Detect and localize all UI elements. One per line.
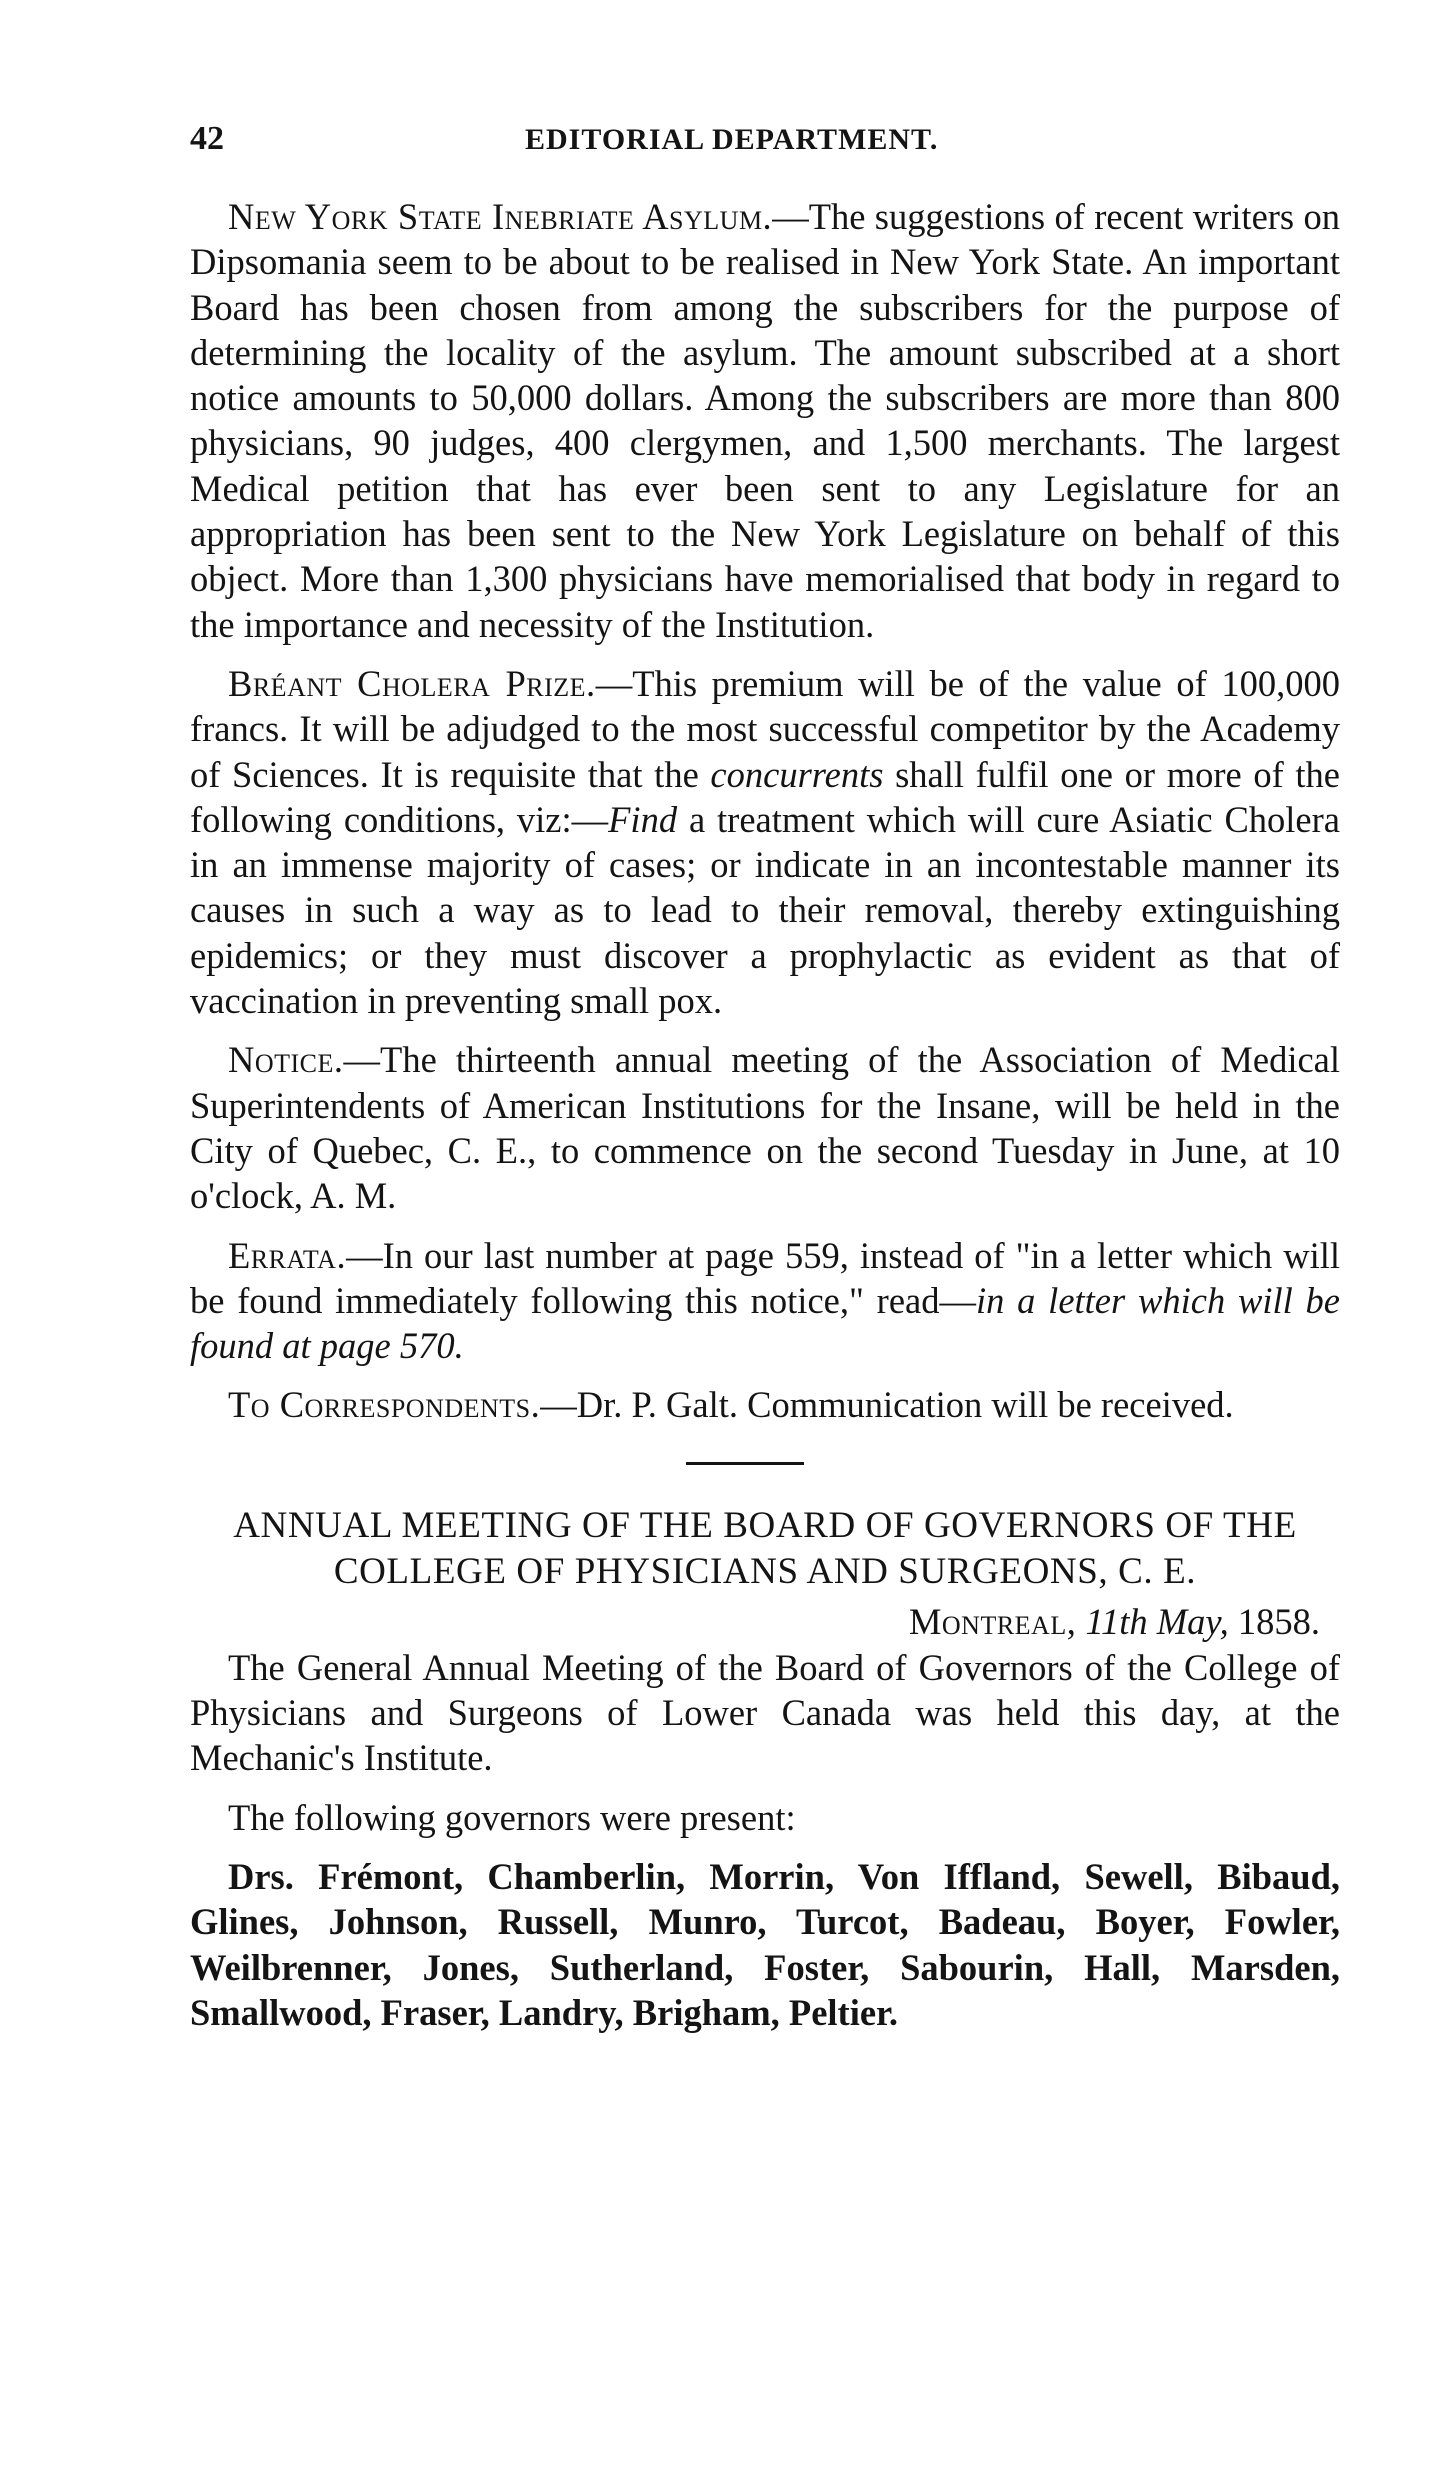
cholera-italic-2: Find [608,798,678,840]
meeting-heading [190,1503,1340,1595]
dateline-place: Montreal, [908,1600,1077,1642]
asylum-paragraph [190,194,1340,647]
errata-paragraph [190,1233,1340,1369]
meeting-dateline [190,1599,1340,1645]
governors-list: Drs. Frémont, Chamberlin, Morrin, Von Iffland, Sewell, Bibaud, Glines, Johnson, Russell, Munro, Turcot, Badeau, Boyer, Fowler, Weilbrenner, Jones, Sutherland, Foster, Sabourin, Hall, Marsden, Smallwood, Fraser, Landry, Brigham, Peltier. [190,1855,1340,2033]
present-line: The following governors were present: [228,1796,796,1838]
errata-body: —In our last number at page 559, instead of "in a letter which will be found immediately following this notice," read— [190,1234,1340,1321]
notice-paragraph [190,1037,1340,1218]
notice-body: —The thirteenth annual meeting of the Association of Medical Superintendents of American Institutions for the Insane, will be held in the City of Quebec, C. E., to commence on the second Tuesday in June, at 10 o'clock, A. M. [190,1039,1340,1217]
cholera-paragraph [190,661,1340,1023]
section-divider [686,1462,804,1465]
meeting-intro: The General Annual Meeting of the Board of Governors of the College of Physicians and Surgeons of Lower Canada was held this day, at the Mechanic's Institute. [190,1646,1340,1779]
correspondents-body: —Dr. P. Galt. Communication will be received. [540,1384,1234,1426]
cholera-body-1: —This premium will be of the value of 100,000 francs. It will be adjudged to the most successful competitor by the Academy of Sciences. It is requisite that the [190,662,1340,795]
notice-lead: Notice. [228,1039,344,1081]
page [190,120,1340,2035]
meeting-heading-line-1: ANNUAL MEETING OF THE BOARD OF GOVERNORS OF THE [233,1504,1297,1546]
meeting-heading-line-2: COLLEGE OF PHYSICIANS AND SURGEONS, C. E. [333,1550,1197,1592]
errata-lead: Errata. [228,1234,347,1276]
cholera-lead: Bréant Cholera Prize. [228,662,596,704]
asylum-body: —The suggestions of recent writers on Dipsomania seem to be about to be realised in New York State. An important Board has been chosen from among the subscribers for the purpose of determining the locality of the asylum. The amount subscribed at a short notice amounts to 50,000 dollars. Among the subscribers are more than 800 physicians, 90 judges, 400 clergymen, and 1,500 merchants. The largest Medical petition that has ever been sent to any Legislature for an appropriation has been sent to the New York Legislature on behalf of this object. More than 1,300 physicians have memorialised that body in regard to the importance and necessity of the Institution. [190,196,1341,645]
running-head: EDITORIAL DEPARTMENT. [525,123,939,156]
dateline-year: 1858. [1237,1600,1320,1642]
cholera-italic-1: concurrents [710,753,884,795]
cholera-body-2: shall fulfil one or more of the following conditions, viz:— [190,753,1340,840]
correspondents-paragraph [190,1382,1340,1427]
asylum-lead: New York State Inebriate Asylum. [228,196,773,237]
dateline-day: 11th May, [1085,1600,1229,1642]
page-number: 42 [190,120,224,157]
cholera-body-3: a treatment which will cure Asiatic Cholera in an immense majority of cases; or indicate in an incontestable manner its causes in such a way as to lead to their removal, thereby extinguishing epidemics; or they must discover a prophylactic as evident as that of vaccination in preventing small pox. [190,798,1340,1022]
errata-italic: in a letter which will be found at page 570. [190,1279,1340,1367]
page-header [190,120,1340,180]
correspondents-lead: To Correspondents. [228,1384,541,1426]
